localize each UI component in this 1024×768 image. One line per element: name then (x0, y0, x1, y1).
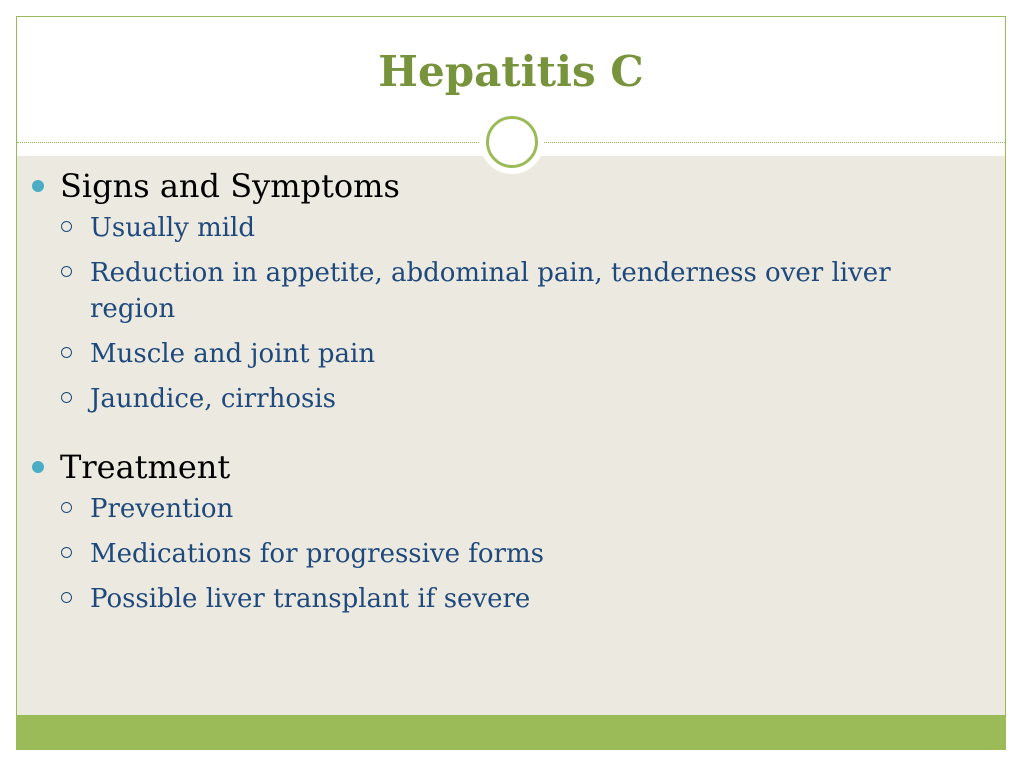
sub-bullet (30, 255, 970, 327)
slide-title: Hepatitis C (378, 47, 644, 96)
sub-bullet-text: Usually mild (90, 213, 256, 243)
sub-bullet-text: Medications for progressive forms (90, 539, 544, 569)
sub-bullet-text: Reduction in appetite, abdominal pain, tenderness over liver region (90, 258, 891, 324)
hollow-bullet-icon (61, 221, 72, 232)
bullet-heading-text: Signs and Symptoms (60, 167, 400, 205)
hollow-bullet-icon (61, 392, 72, 403)
hollow-bullet-icon (61, 266, 72, 277)
hollow-bullet-icon (61, 502, 72, 513)
sub-bullet-text: Possible liver transplant if severe (90, 584, 531, 614)
filled-bullet-icon (32, 180, 44, 192)
sub-bullet-text: Prevention (90, 494, 234, 524)
section-treatment (30, 447, 970, 617)
bullet-list (30, 166, 970, 626)
sub-bullet-text: Muscle and joint pain (90, 339, 376, 369)
bullet-heading-text: Treatment (60, 448, 231, 486)
bullet-heading (30, 447, 970, 487)
bullet-heading (30, 166, 970, 206)
sub-bullet (30, 581, 970, 617)
hollow-bullet-icon (61, 547, 72, 558)
footer-bar (17, 715, 1005, 749)
sub-bullet (30, 491, 970, 527)
sub-bullet (30, 381, 970, 417)
sub-bullet (30, 210, 970, 246)
sub-bullet (30, 336, 970, 372)
hollow-bullet-icon (61, 347, 72, 358)
section-signs-and-symptoms (30, 166, 970, 417)
hollow-bullet-icon (61, 592, 72, 603)
sub-bullet-text: Jaundice, cirrhosis (90, 384, 336, 414)
filled-bullet-icon (32, 461, 44, 473)
sub-bullet (30, 536, 970, 572)
divider-ring-icon (486, 116, 538, 168)
